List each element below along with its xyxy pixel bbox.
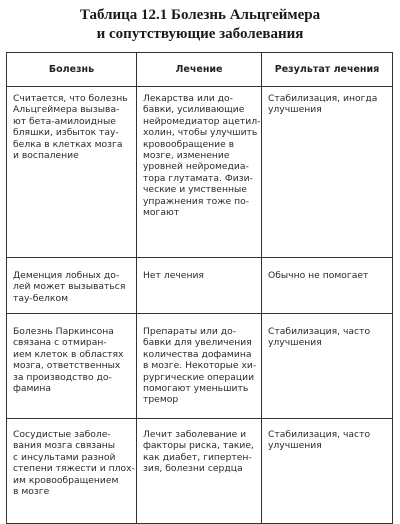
text-line: Обычно не помогает (268, 270, 369, 281)
disease-text (7, 87, 136, 161)
text-line: степени тяжести и плох- (13, 463, 135, 475)
text-line: Болезнь Паркинсона (13, 326, 114, 337)
header-disease: Болезнь (7, 53, 137, 87)
result-cell (262, 419, 393, 524)
text-line: Стабилизация, часто (268, 326, 371, 337)
table-row (7, 314, 393, 419)
text-line: улучшения (268, 440, 322, 452)
disease-text (7, 419, 136, 497)
text-line: Сосудистые заболе- (13, 429, 111, 440)
disease-cell (7, 419, 137, 524)
text-line: холин, чтобы улучшить (143, 127, 258, 139)
text-line: тора глутамата. Физи- (143, 172, 253, 184)
text-line: мозге, изменение (143, 150, 230, 162)
text-line: улучшения (268, 337, 322, 349)
text-line: Альцгеймера вызыва- (13, 104, 120, 116)
treatment-cell (137, 314, 262, 419)
text-line: лей может вызываться (13, 281, 126, 293)
header-result: Результат лечения (262, 53, 393, 87)
treatment-text (137, 314, 261, 406)
text-line: связана с отмиран- (13, 337, 107, 349)
text-line: зия, болезни сердца (143, 463, 243, 475)
text-line: ием клеток в областях (13, 348, 124, 360)
text-line: количества дофамина (143, 348, 252, 360)
disease-table (6, 52, 393, 524)
disease-text (7, 314, 136, 394)
result-cell (262, 314, 393, 419)
text-line: мозга, ответственных (13, 360, 121, 372)
text-line: белка в клетках мозга (13, 138, 123, 150)
text-line: упражнения тоже по- (143, 195, 250, 207)
text-line: в мозге. Некоторые хи- (143, 360, 257, 372)
text-line: как диабет, гипертен- (143, 451, 252, 463)
treatment-text (137, 87, 261, 218)
text-line: Считается, что болезнь (13, 93, 128, 104)
text-line: тау-белком (13, 292, 69, 304)
text-line: бавки для увеличения (143, 337, 252, 349)
text-line: бавки, усиливающие (143, 104, 245, 116)
text-line: Деменция лобных до- (13, 270, 120, 281)
text-line: фамина (13, 383, 52, 395)
text-line: за производство до- (13, 371, 112, 383)
text-line: Стабилизация, иногда (268, 93, 378, 104)
disease-cell (7, 314, 137, 419)
text-line: рургические операции (143, 371, 255, 383)
result-cell (262, 258, 393, 314)
text-line: нейромедиатор ацетил- (143, 115, 261, 127)
table-title-line-1: Таблица 12.1 Болезнь Альцгеймера (79, 7, 321, 23)
text-line: и воспаление (13, 150, 79, 162)
result-cell (262, 87, 393, 258)
result-text (262, 258, 392, 281)
treatment-text (137, 258, 261, 281)
table-row (7, 419, 393, 524)
table-title (0, 6, 400, 44)
text-line: могают (143, 207, 180, 219)
treatment-cell (137, 419, 262, 524)
treatment-cell (137, 258, 262, 314)
text-line: улучшения (268, 104, 322, 116)
text-line: Стабилизация, часто (268, 429, 371, 440)
text-line: Препараты или до- (143, 326, 237, 337)
text-line: в мозге (13, 486, 50, 498)
disease-cell (7, 258, 137, 314)
text-line: кровообращение в (143, 138, 235, 150)
treatment-cell (137, 87, 262, 258)
text-line: вания мозга связаны (13, 440, 116, 452)
disease-text (7, 258, 136, 304)
text-line: с инсультами разной (13, 451, 116, 463)
result-text (262, 314, 392, 349)
text-line: Лечит заболевание и (143, 429, 247, 440)
disease-cell (7, 87, 137, 258)
text-line: помогают уменьшить (143, 383, 249, 395)
text-line: факторы риска, такие, (143, 440, 254, 452)
header-treatment: Лечение (137, 53, 262, 87)
header-row (7, 53, 393, 87)
result-text (262, 419, 392, 452)
text-line: Нет лечения (143, 270, 204, 281)
text-line: ют бета-амилоидные (13, 115, 116, 127)
text-line: тремор (143, 394, 179, 406)
text-line: ческие и умственные (143, 184, 247, 196)
text-line: уровней нейромедиа- (143, 161, 249, 173)
table-row (7, 258, 393, 314)
text-line: бляшки, избыток тау- (13, 127, 119, 139)
result-text (262, 87, 392, 116)
table-row (7, 87, 393, 258)
text-line: Лекарства или до- (143, 93, 233, 104)
treatment-text (137, 419, 261, 475)
table-title-line-2: и сопутствующие заболевания (96, 26, 304, 42)
text-line: им кровообращением (13, 474, 119, 486)
